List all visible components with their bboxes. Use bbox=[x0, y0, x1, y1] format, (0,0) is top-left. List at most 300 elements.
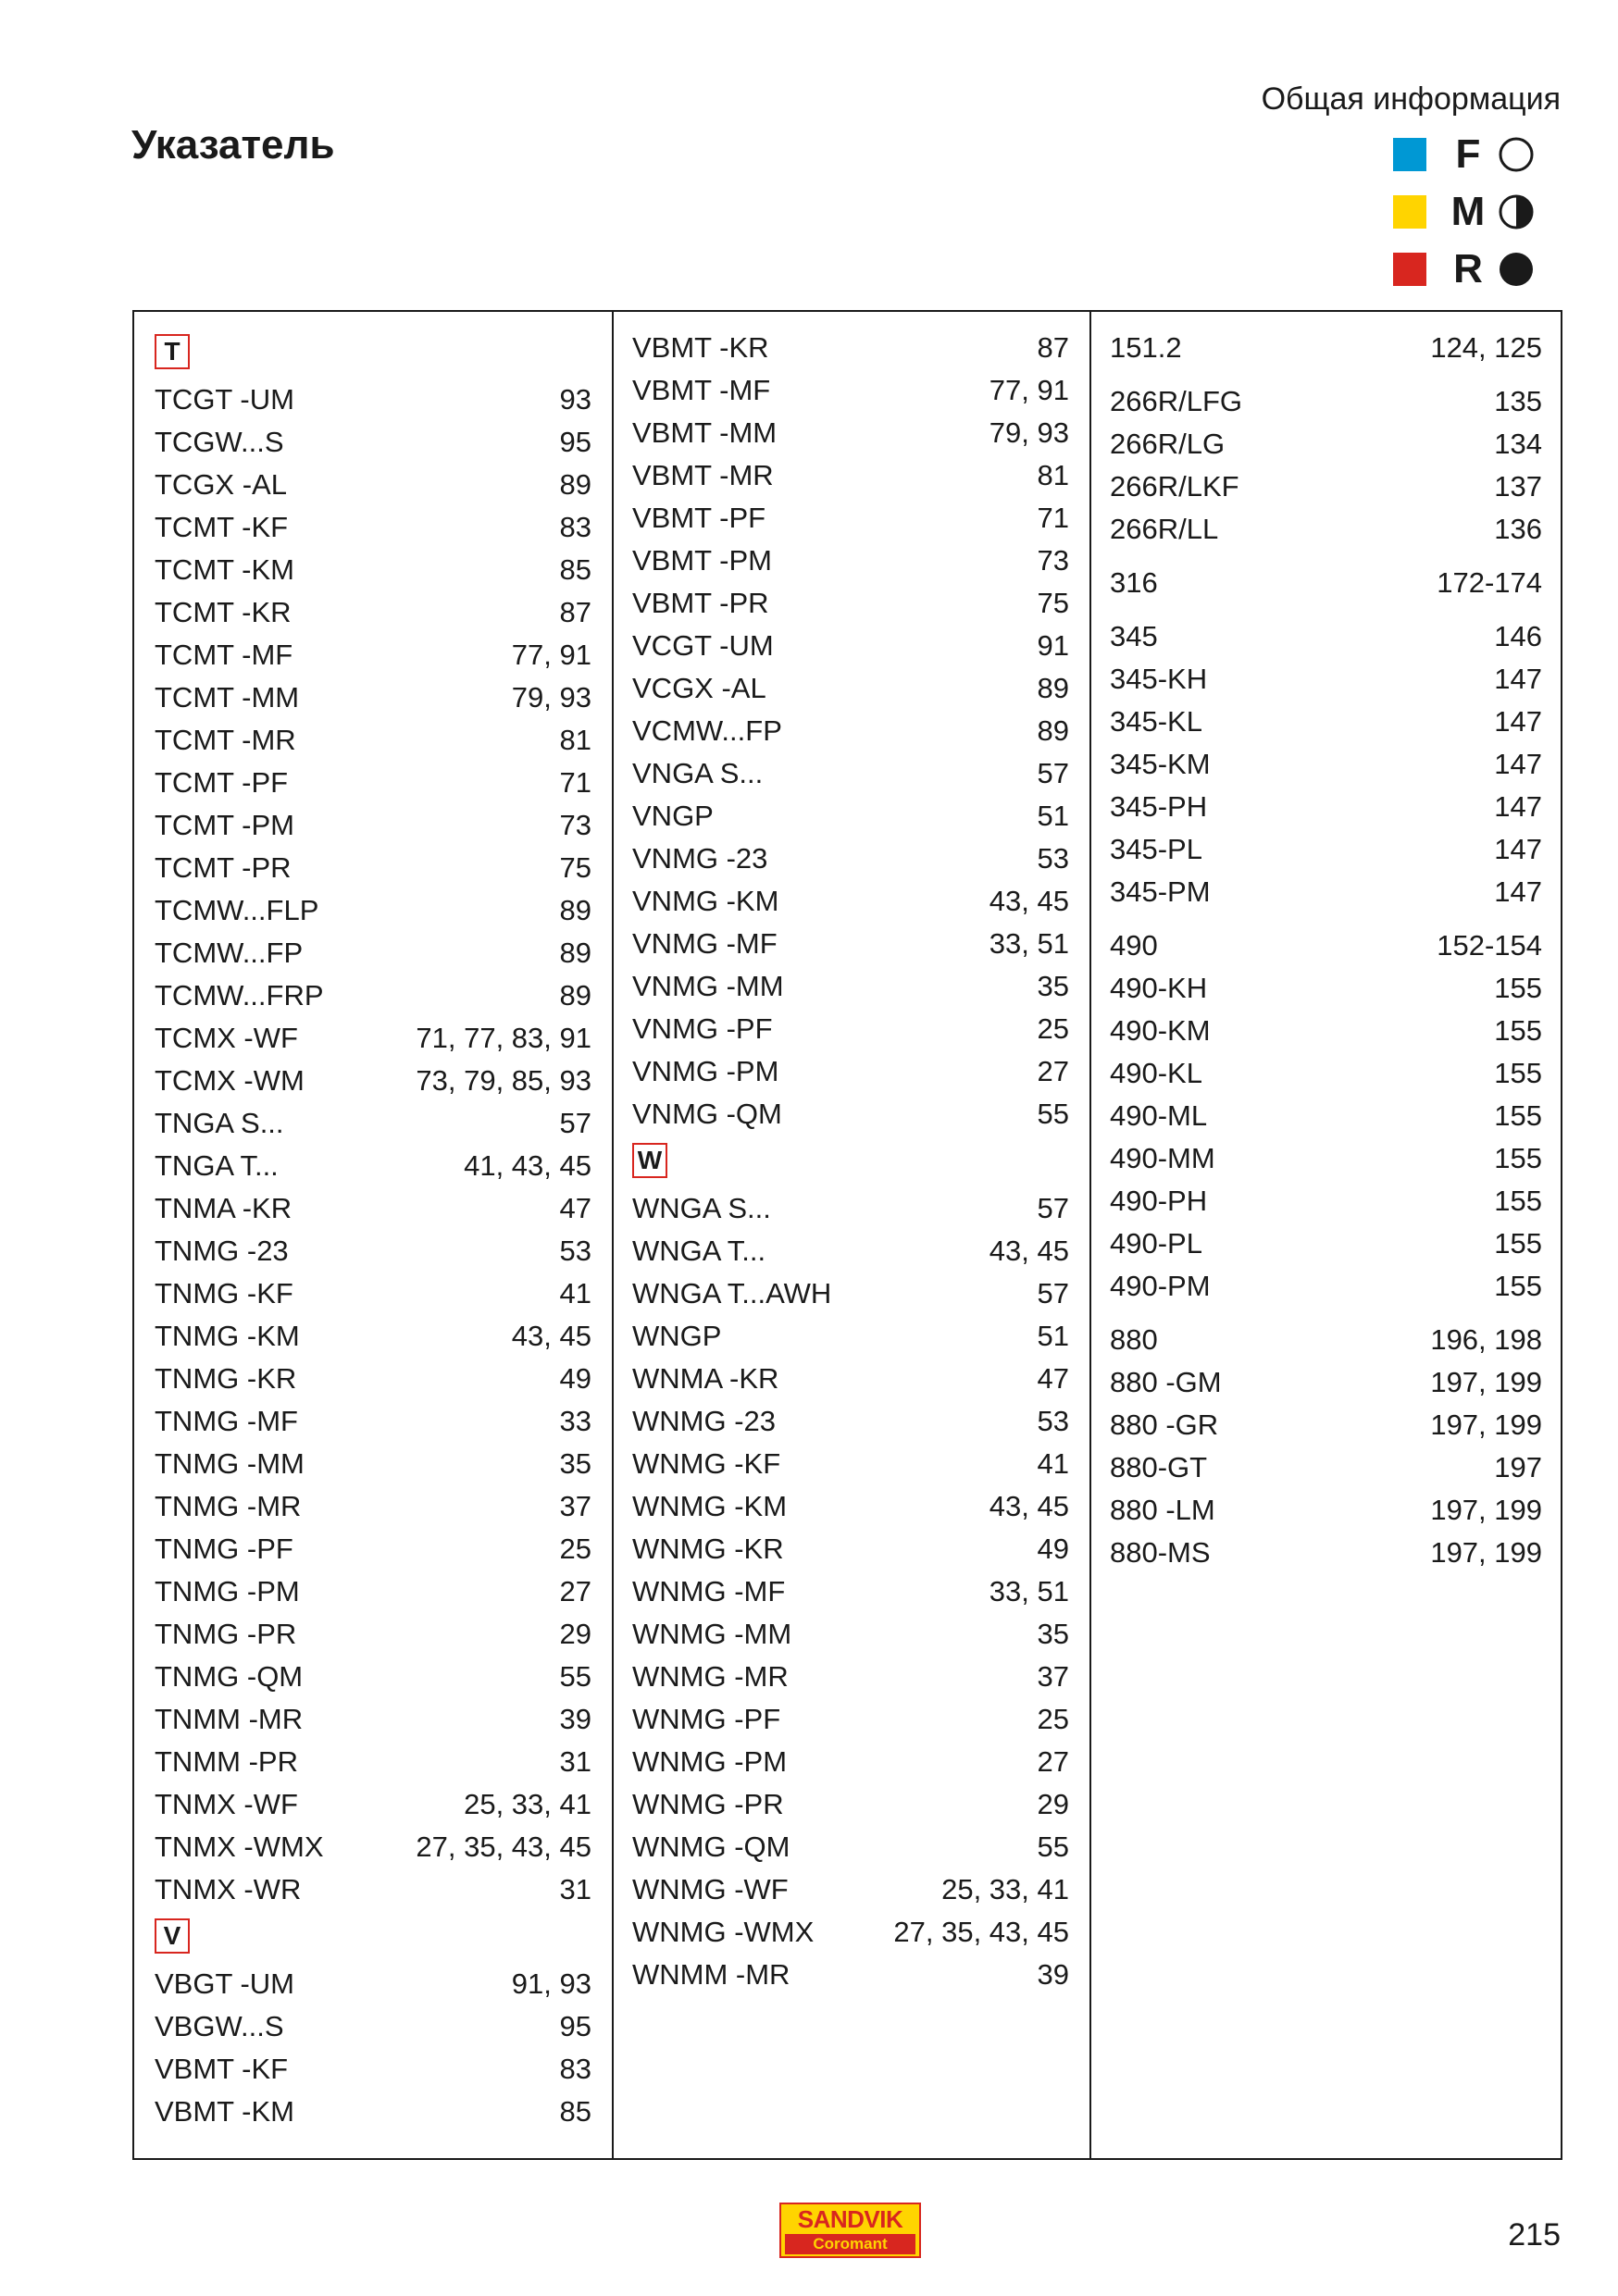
entry-pages: 47 bbox=[1037, 1362, 1069, 1395]
legend-letter: F bbox=[1455, 131, 1481, 177]
index-entry bbox=[1110, 1180, 1542, 1222]
entry-code: TNMG -MF bbox=[155, 1405, 298, 1437]
entry-code: 316 bbox=[1110, 566, 1158, 599]
entry-pages: 147 bbox=[1494, 748, 1542, 780]
index-entry bbox=[632, 1741, 1069, 1783]
page-title: Указатель bbox=[131, 122, 335, 168]
entry-pages: 95 bbox=[559, 2010, 591, 2042]
entry-code: TNMX -WF bbox=[155, 1788, 298, 1820]
entry-pages: 147 bbox=[1494, 875, 1542, 908]
entry-code: WNMG -PF bbox=[632, 1703, 781, 1735]
entry-code: 490-PL bbox=[1110, 1227, 1202, 1260]
logo-brand: SANDVIK bbox=[797, 2205, 903, 2233]
entry-pages: 85 bbox=[559, 553, 591, 586]
index-entry bbox=[1110, 1446, 1542, 1489]
index-entry bbox=[155, 549, 591, 591]
index-entry bbox=[1110, 508, 1542, 551]
index-entry bbox=[1110, 828, 1542, 871]
entry-code: TNMG -23 bbox=[155, 1235, 289, 1267]
entry-code: TCGX -AL bbox=[155, 468, 287, 501]
index-entry bbox=[1110, 967, 1542, 1010]
entry-pages: 81 bbox=[559, 724, 591, 756]
entry-pages: 25 bbox=[1037, 1703, 1069, 1735]
entry-code: TNMX -WR bbox=[155, 1873, 302, 1905]
entry-code: 880 bbox=[1110, 1323, 1158, 1356]
entry-pages: 89 bbox=[559, 468, 591, 501]
entry-code: 490-PM bbox=[1110, 1270, 1211, 1302]
index-entry bbox=[155, 804, 591, 847]
entry-code: VCMW...FP bbox=[632, 714, 782, 747]
entry-pages: 136 bbox=[1494, 513, 1542, 545]
entry-pages: 57 bbox=[559, 1107, 591, 1139]
entry-code: WNMG -MM bbox=[632, 1618, 792, 1650]
entry-code: VBMT -KM bbox=[155, 2095, 294, 2128]
entry-code: 880 -GR bbox=[1110, 1409, 1219, 1441]
index-entry bbox=[632, 1868, 1069, 1911]
entry-code: TNMG -KR bbox=[155, 1362, 297, 1395]
entry-code: 880 -LM bbox=[1110, 1494, 1215, 1526]
index-entry bbox=[632, 454, 1069, 497]
entry-code: TCMT -MR bbox=[155, 724, 296, 756]
entry-pages: 87 bbox=[1037, 331, 1069, 364]
legend-letter: R bbox=[1453, 246, 1483, 292]
entry-code: TCMW...FRP bbox=[155, 979, 324, 1011]
entry-pages: 73 bbox=[1037, 544, 1069, 577]
entry-code: TNMG -PF bbox=[155, 1533, 293, 1565]
index-entry bbox=[632, 1443, 1069, 1485]
index-entry bbox=[1110, 1489, 1542, 1532]
entry-pages: 146 bbox=[1494, 620, 1542, 652]
entry-code: 345-PH bbox=[1110, 790, 1208, 823]
index-entry bbox=[632, 710, 1069, 752]
entry-code: WNGA T...AWH bbox=[632, 1277, 832, 1309]
entry-pages: 41, 43, 45 bbox=[464, 1149, 591, 1182]
entry-pages: 83 bbox=[559, 511, 591, 543]
index-entry bbox=[632, 1315, 1069, 1358]
entry-pages: 33 bbox=[559, 1405, 591, 1437]
index-entry bbox=[1110, 925, 1542, 967]
index-entry bbox=[155, 1570, 591, 1613]
entry-pages: 147 bbox=[1494, 705, 1542, 738]
index-entry bbox=[155, 1187, 591, 1230]
entry-pages: 51 bbox=[1037, 800, 1069, 832]
entry-code: 490-PH bbox=[1110, 1185, 1208, 1217]
entry-pages: 95 bbox=[559, 426, 591, 458]
index-entry bbox=[632, 923, 1069, 965]
material-legend bbox=[1393, 126, 1569, 298]
entry-code: 490-KH bbox=[1110, 972, 1208, 1004]
index-entry bbox=[1110, 380, 1542, 423]
index-entry bbox=[632, 667, 1069, 710]
entry-pages: 197, 199 bbox=[1430, 1494, 1542, 1526]
entry-pages: 197, 199 bbox=[1430, 1536, 1542, 1569]
index-entry bbox=[1110, 1404, 1542, 1446]
index-entry bbox=[632, 1528, 1069, 1570]
index-entry bbox=[155, 932, 591, 974]
index-entry bbox=[632, 1656, 1069, 1698]
entry-pages: 39 bbox=[559, 1703, 591, 1735]
entry-pages: 51 bbox=[1037, 1320, 1069, 1352]
entry-pages: 73, 79, 85, 93 bbox=[416, 1064, 591, 1097]
entry-pages: 89 bbox=[1037, 672, 1069, 704]
index-entry bbox=[632, 540, 1069, 582]
entry-pages: 55 bbox=[1037, 1098, 1069, 1130]
entry-code: VBMT -PM bbox=[632, 544, 772, 577]
index-entry bbox=[155, 506, 591, 549]
entry-pages: 37 bbox=[559, 1490, 591, 1522]
entry-pages: 57 bbox=[1037, 757, 1069, 789]
entry-pages: 27, 35, 43, 45 bbox=[893, 1916, 1069, 1948]
entry-code: TNMG -KF bbox=[155, 1277, 293, 1309]
entry-pages: 43, 45 bbox=[989, 1235, 1069, 1267]
entry-pages: 53 bbox=[559, 1235, 591, 1267]
index-entry bbox=[632, 625, 1069, 667]
entry-pages: 91 bbox=[1037, 629, 1069, 662]
entry-code: 345-KH bbox=[1110, 663, 1208, 695]
entry-code: WNGA T... bbox=[632, 1235, 766, 1267]
index-entry bbox=[155, 2091, 591, 2133]
entry-code: WNMG -KF bbox=[632, 1447, 781, 1480]
entry-pages: 71 bbox=[1037, 502, 1069, 534]
index-entry bbox=[155, 762, 591, 804]
index-entry bbox=[632, 1485, 1069, 1528]
index-entry bbox=[632, 752, 1069, 795]
index-entry bbox=[1110, 327, 1542, 369]
index-entry bbox=[632, 1698, 1069, 1741]
index-entry bbox=[155, 1017, 591, 1060]
index-entry bbox=[632, 1358, 1069, 1400]
index-entry bbox=[155, 1783, 591, 1826]
entry-code: TCMW...FLP bbox=[155, 894, 319, 926]
index-column-2 bbox=[612, 312, 1091, 2158]
entry-pages: 43, 45 bbox=[989, 885, 1069, 917]
entry-code: VNGP bbox=[632, 800, 714, 832]
entry-pages: 155 bbox=[1494, 1185, 1542, 1217]
entry-pages: 89 bbox=[1037, 714, 1069, 747]
circle-empty-icon bbox=[1497, 135, 1536, 174]
index-entry bbox=[155, 1826, 591, 1868]
entry-code: 880 -GM bbox=[1110, 1366, 1222, 1398]
entry-code: TCMT -PF bbox=[155, 766, 289, 799]
entry-pages: 57 bbox=[1037, 1192, 1069, 1224]
entry-code: 490-MM bbox=[1110, 1142, 1215, 1174]
entry-pages: 49 bbox=[1037, 1533, 1069, 1565]
entry-code: VBGW...S bbox=[155, 2010, 284, 2042]
entry-code: WNGP bbox=[632, 1320, 722, 1352]
entry-code: TNMX -WMX bbox=[155, 1831, 324, 1863]
entry-pages: 35 bbox=[1037, 1618, 1069, 1650]
entry-pages: 27 bbox=[559, 1575, 591, 1607]
index-entry bbox=[155, 1315, 591, 1358]
index-entry bbox=[632, 1826, 1069, 1868]
index-entry bbox=[155, 1400, 591, 1443]
entry-code: TNMM -PR bbox=[155, 1745, 298, 1778]
entry-pages: 35 bbox=[1037, 970, 1069, 1002]
entry-code: VNMG -MF bbox=[632, 927, 778, 960]
index-entry bbox=[632, 369, 1069, 412]
index-entry bbox=[1110, 1052, 1542, 1095]
index-entry bbox=[155, 634, 591, 676]
entry-code: 880-MS bbox=[1110, 1536, 1211, 1569]
entry-pages: 25 bbox=[559, 1533, 591, 1565]
circle-full-icon bbox=[1497, 250, 1536, 289]
entry-pages: 79, 93 bbox=[511, 681, 591, 714]
entry-pages: 89 bbox=[559, 979, 591, 1011]
entry-pages: 77, 91 bbox=[989, 374, 1069, 406]
index-table bbox=[132, 310, 1562, 2160]
entry-pages: 83 bbox=[559, 2053, 591, 2085]
entry-code: TCMW...FP bbox=[155, 937, 304, 969]
entry-code: VBMT -PF bbox=[632, 502, 766, 534]
entry-code: VBMT -KR bbox=[632, 331, 769, 364]
index-entry bbox=[155, 1613, 591, 1656]
index-column-1 bbox=[134, 312, 614, 2158]
index-entry bbox=[632, 880, 1069, 923]
entry-code: WNMG -QM bbox=[632, 1831, 790, 1863]
entry-pages: 53 bbox=[1037, 842, 1069, 875]
entry-pages: 85 bbox=[559, 2095, 591, 2128]
entry-pages: 155 bbox=[1494, 1014, 1542, 1047]
index-entry bbox=[155, 1528, 591, 1570]
entry-pages: 27 bbox=[1037, 1745, 1069, 1778]
entry-pages: 155 bbox=[1494, 1057, 1542, 1089]
entry-code: 266R/LFG bbox=[1110, 385, 1243, 417]
entry-pages: 197, 199 bbox=[1430, 1409, 1542, 1441]
entry-code: WNMG -MR bbox=[632, 1660, 789, 1693]
entry-code: 490 bbox=[1110, 929, 1158, 962]
entry-pages: 75 bbox=[1037, 587, 1069, 619]
index-entry bbox=[155, 1145, 591, 1187]
index-entry bbox=[632, 1613, 1069, 1656]
index-entry bbox=[155, 1698, 591, 1741]
entry-code: TCMT -KR bbox=[155, 596, 292, 628]
index-entry bbox=[1110, 615, 1542, 658]
entry-pages: 43, 45 bbox=[989, 1490, 1069, 1522]
entry-code: TCMT -MF bbox=[155, 639, 293, 671]
index-entry bbox=[632, 1783, 1069, 1826]
index-entry bbox=[1110, 1265, 1542, 1308]
entry-code: VNMG -QM bbox=[632, 1098, 782, 1130]
index-entry bbox=[155, 1230, 591, 1272]
index-entry bbox=[1110, 1137, 1542, 1180]
index-column-3 bbox=[1089, 312, 1562, 2158]
entry-pages: 27 bbox=[1037, 1055, 1069, 1087]
index-entry bbox=[1110, 701, 1542, 743]
entry-code: 345-PL bbox=[1110, 833, 1202, 865]
entry-code: TCGW...S bbox=[155, 426, 284, 458]
entry-code: VCGX -AL bbox=[632, 672, 766, 704]
index-entry bbox=[155, 847, 591, 889]
entry-code: 490-ML bbox=[1110, 1099, 1208, 1132]
legend-row-m bbox=[1393, 183, 1569, 241]
legend-letter: M bbox=[1450, 189, 1486, 234]
entry-code: TCMT -MM bbox=[155, 681, 300, 714]
index-entry bbox=[632, 1272, 1069, 1315]
entry-code: TNMG -PR bbox=[155, 1618, 297, 1650]
index-entry bbox=[632, 582, 1069, 625]
entry-code: 151.2 bbox=[1110, 331, 1182, 364]
page-number: 215 bbox=[1508, 2217, 1561, 2253]
index-entry bbox=[632, 965, 1069, 1008]
entry-pages: 89 bbox=[559, 937, 591, 969]
entry-code: VBMT -KF bbox=[155, 2053, 289, 2085]
index-entry bbox=[632, 327, 1069, 369]
index-entry bbox=[632, 795, 1069, 838]
entry-code: VNMG -MM bbox=[632, 970, 784, 1002]
entry-code: TCMX -WM bbox=[155, 1064, 305, 1097]
index-entry bbox=[155, 2005, 591, 2048]
entry-pages: 27, 35, 43, 45 bbox=[416, 1831, 591, 1863]
index-entry bbox=[632, 1093, 1069, 1136]
entry-pages: 25 bbox=[1037, 1012, 1069, 1045]
entry-pages: 75 bbox=[559, 851, 591, 884]
entry-pages: 197, 199 bbox=[1430, 1366, 1542, 1398]
index-entry bbox=[155, 1102, 591, 1145]
color-square-icon bbox=[1393, 195, 1426, 229]
index-entry bbox=[632, 1008, 1069, 1050]
section-letter-v: V bbox=[155, 1918, 190, 1954]
index-entry bbox=[155, 719, 591, 762]
entry-code: WNMG -PR bbox=[632, 1788, 784, 1820]
index-entry bbox=[155, 1272, 591, 1315]
entry-pages: 135 bbox=[1494, 385, 1542, 417]
entry-pages: 57 bbox=[1037, 1277, 1069, 1309]
index-entry bbox=[632, 1911, 1069, 1954]
index-entry bbox=[632, 1400, 1069, 1443]
entry-code: 266R/LKF bbox=[1110, 470, 1239, 503]
index-entry bbox=[632, 497, 1069, 540]
entry-code: TNMG -QM bbox=[155, 1660, 304, 1693]
sandvik-coromant-logo bbox=[779, 2203, 921, 2258]
entry-pages: 79, 93 bbox=[989, 416, 1069, 449]
entry-pages: 137 bbox=[1494, 470, 1542, 503]
entry-code: TCMT -KF bbox=[155, 511, 289, 543]
entry-code: WNMG -KR bbox=[632, 1533, 784, 1565]
entry-code: TNMM -MR bbox=[155, 1703, 304, 1735]
entry-pages: 81 bbox=[1037, 459, 1069, 491]
index-entry bbox=[632, 1570, 1069, 1613]
entry-code: VBMT -MM bbox=[632, 416, 778, 449]
index-entry bbox=[155, 379, 591, 421]
circle-half-icon bbox=[1497, 192, 1536, 231]
index-entry bbox=[155, 1358, 591, 1400]
index-entry bbox=[1110, 465, 1542, 508]
index-entry bbox=[632, 1230, 1069, 1272]
color-square-icon bbox=[1393, 253, 1426, 286]
index-entry bbox=[155, 1443, 591, 1485]
entry-code: WNMA -KR bbox=[632, 1362, 779, 1395]
index-entry bbox=[1110, 1532, 1542, 1574]
entry-code: 266R/LG bbox=[1110, 428, 1226, 460]
entry-pages: 71 bbox=[559, 766, 591, 799]
entry-code: TNMA -KR bbox=[155, 1192, 292, 1224]
index-entry bbox=[155, 1485, 591, 1528]
index-entry bbox=[1110, 1361, 1542, 1404]
entry-pages: 147 bbox=[1494, 790, 1542, 823]
entry-code: VNGA S... bbox=[632, 757, 764, 789]
entry-pages: 77, 91 bbox=[511, 639, 591, 671]
entry-code: VNMG -KM bbox=[632, 885, 779, 917]
entry-pages: 41 bbox=[559, 1277, 591, 1309]
index-entry bbox=[155, 2048, 591, 2091]
entry-pages: 152-154 bbox=[1437, 929, 1542, 962]
entry-code: 880-GT bbox=[1110, 1451, 1208, 1483]
entry-code: 345-KL bbox=[1110, 705, 1202, 738]
entry-code: VBMT -MF bbox=[632, 374, 771, 406]
index-entry bbox=[155, 591, 591, 634]
entry-code: VCGT -UM bbox=[632, 629, 774, 662]
index-entry bbox=[155, 1741, 591, 1783]
entry-code: TNGA T... bbox=[155, 1149, 279, 1182]
entry-code: TNMG -KM bbox=[155, 1320, 300, 1352]
entry-code: 266R/LL bbox=[1110, 513, 1219, 545]
entry-code: TCMT -PM bbox=[155, 809, 294, 841]
entry-pages: 172-174 bbox=[1437, 566, 1542, 599]
entry-code: TCMT -KM bbox=[155, 553, 294, 586]
entry-pages: 41 bbox=[1037, 1447, 1069, 1480]
entry-code: VBMT -MR bbox=[632, 459, 774, 491]
index-entry bbox=[632, 838, 1069, 880]
entry-code: 345 bbox=[1110, 620, 1158, 652]
section-letter-t: T bbox=[155, 334, 190, 369]
entry-code: VNMG -PF bbox=[632, 1012, 773, 1045]
entry-code: TNMG -PM bbox=[155, 1575, 300, 1607]
entry-code: VNMG -PM bbox=[632, 1055, 779, 1087]
entry-code: VBGT -UM bbox=[155, 1967, 294, 2000]
entry-code: TCMX -WF bbox=[155, 1022, 298, 1054]
entry-pages: 43, 45 bbox=[511, 1320, 591, 1352]
index-entry bbox=[1110, 562, 1542, 604]
entry-code: WNMG -MF bbox=[632, 1575, 786, 1607]
entry-pages: 53 bbox=[1037, 1405, 1069, 1437]
entry-pages: 155 bbox=[1494, 1227, 1542, 1260]
entry-pages: 196, 198 bbox=[1430, 1323, 1542, 1356]
entry-pages: 55 bbox=[559, 1660, 591, 1693]
entry-code: WNMG -PM bbox=[632, 1745, 788, 1778]
section-letter-w: W bbox=[632, 1143, 667, 1178]
entry-pages: 147 bbox=[1494, 833, 1542, 865]
entry-pages: 87 bbox=[559, 596, 591, 628]
logo-sub: Coromant bbox=[785, 2234, 915, 2254]
entry-pages: 71, 77, 83, 91 bbox=[416, 1022, 591, 1054]
index-entry bbox=[632, 1954, 1069, 1996]
index-entry bbox=[1110, 1319, 1542, 1361]
entry-pages: 155 bbox=[1494, 1270, 1542, 1302]
index-entry bbox=[632, 412, 1069, 454]
entry-pages: 147 bbox=[1494, 663, 1542, 695]
entry-pages: 155 bbox=[1494, 972, 1542, 1004]
entry-pages: 29 bbox=[1037, 1788, 1069, 1820]
entry-pages: 31 bbox=[559, 1873, 591, 1905]
entry-code: WNGA S... bbox=[632, 1192, 771, 1224]
entry-pages: 39 bbox=[1037, 1958, 1069, 1991]
index-entry bbox=[1110, 1010, 1542, 1052]
entry-code: WNMG -KM bbox=[632, 1490, 788, 1522]
entry-code: TNMG -MM bbox=[155, 1447, 305, 1480]
index-entry bbox=[155, 1656, 591, 1698]
color-square-icon bbox=[1393, 138, 1426, 171]
index-entry bbox=[155, 464, 591, 506]
index-entry bbox=[155, 1868, 591, 1911]
entry-pages: 89 bbox=[559, 894, 591, 926]
index-entry bbox=[1110, 658, 1542, 701]
entry-code: TCGT -UM bbox=[155, 383, 294, 416]
index-entry bbox=[155, 1060, 591, 1102]
entry-pages: 33, 51 bbox=[989, 927, 1069, 960]
entry-pages: 33, 51 bbox=[989, 1575, 1069, 1607]
entry-pages: 37 bbox=[1037, 1660, 1069, 1693]
entry-code: WNMM -MR bbox=[632, 1958, 790, 1991]
